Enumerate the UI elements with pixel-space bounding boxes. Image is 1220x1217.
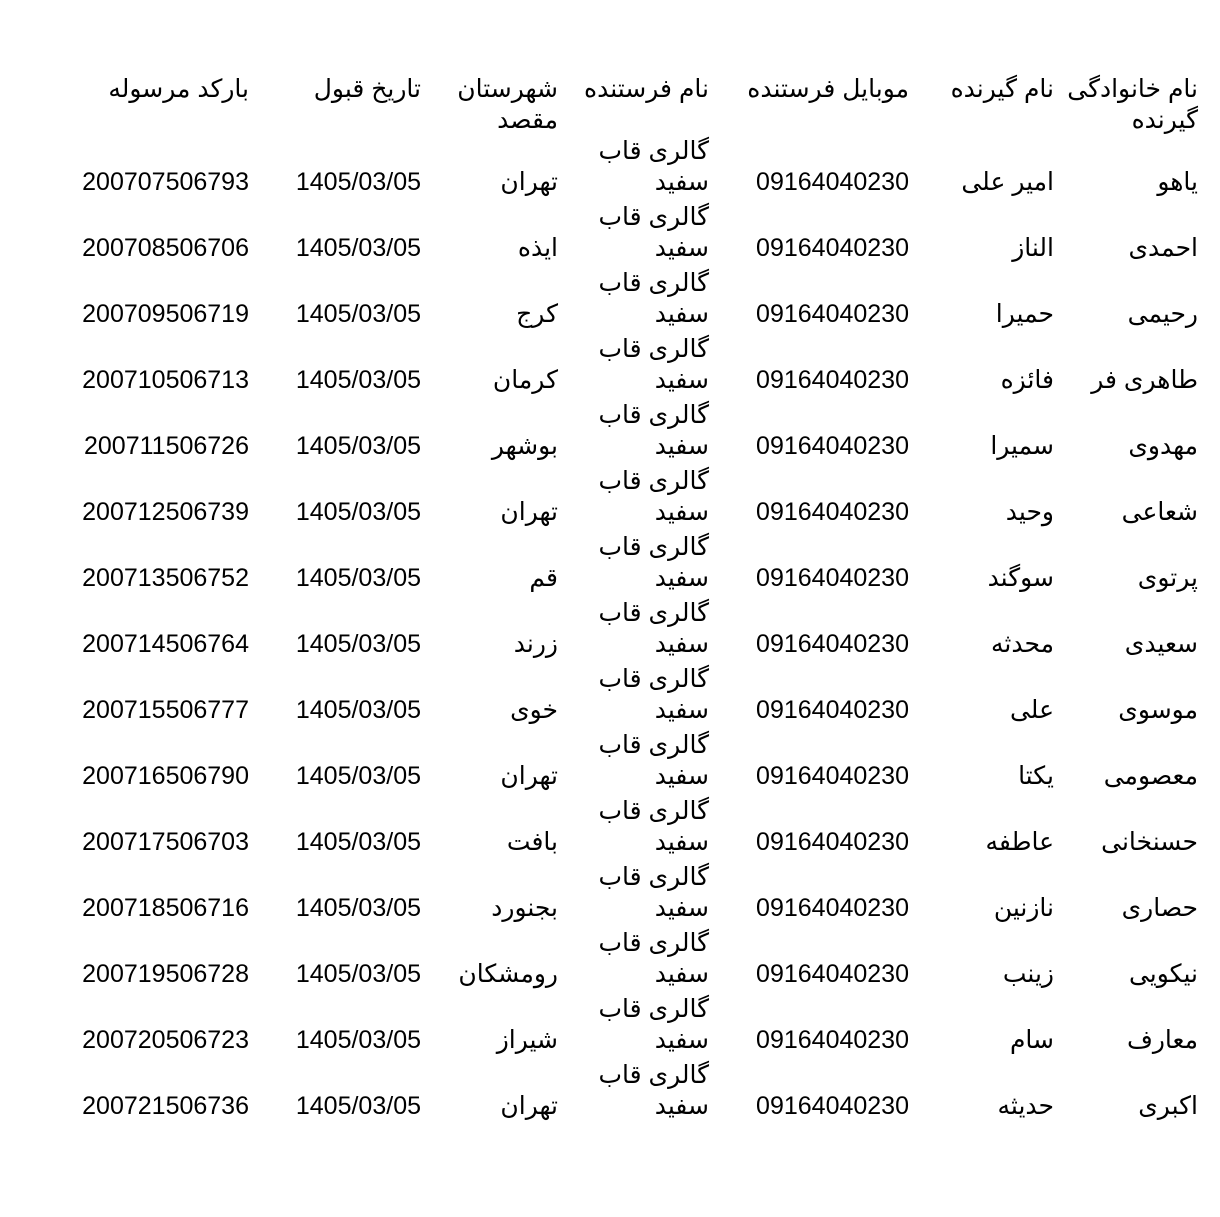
sender-name-cell: گالری قاب سفید <box>598 863 709 922</box>
recipient-family-cell: رحیمی <box>1127 300 1198 328</box>
parcel-barcode-cell: 200714506764 <box>82 630 249 658</box>
recipient-name-cell: علی <box>1009 696 1054 724</box>
acceptance-date-cell: 1405/03/05 <box>295 960 421 988</box>
recipient-name-cell: امیر علی <box>961 168 1054 196</box>
acceptance-date-cell: 1405/03/05 <box>295 1092 421 1120</box>
destination-city-cell: خوی <box>510 696 558 724</box>
destination-city-cell: شیراز <box>496 1026 558 1054</box>
recipient-family-cell: احمدی <box>1128 234 1198 262</box>
parcel-barcode-cell: 200720506723 <box>82 1026 249 1054</box>
acceptance-date-cell: 1405/03/05 <box>295 1026 421 1054</box>
sender-mobile-cell: 09164040230 <box>756 234 909 262</box>
parcel-barcode-cell: 200712506739 <box>82 498 249 526</box>
header-recipient-family: نام خانوادگی گیرنده <box>1067 75 1198 134</box>
parcel-barcode-cell: 200708506706 <box>82 234 249 262</box>
table-header-row <box>0 74 1220 136</box>
destination-city-cell: زرند <box>513 630 558 658</box>
destination-city-cell: تهران <box>500 498 558 526</box>
shipment-table <box>0 74 1220 1126</box>
recipient-family-cell: یاهو <box>1157 168 1198 196</box>
table-row <box>0 928 1220 994</box>
sender-name-cell: گالری قاب سفید <box>598 335 709 394</box>
recipient-family-cell: طاهری فر <box>1091 366 1198 394</box>
sender-mobile-cell: 09164040230 <box>756 696 909 724</box>
acceptance-date-cell: 1405/03/05 <box>295 234 421 262</box>
acceptance-date-cell: 1405/03/05 <box>295 300 421 328</box>
acceptance-date-cell: 1405/03/05 <box>295 762 421 790</box>
parcel-barcode-cell: 200718506716 <box>82 894 249 922</box>
acceptance-date-cell: 1405/03/05 <box>295 828 421 856</box>
sender-name-cell: گالری قاب سفید <box>598 731 709 790</box>
acceptance-date-cell: 1405/03/05 <box>295 696 421 724</box>
destination-city-cell: تهران <box>500 168 558 196</box>
table-row <box>0 796 1220 862</box>
header-acceptance-date: تاریخ قبول <box>313 75 421 103</box>
recipient-family-cell: مهدوی <box>1128 432 1198 460</box>
recipient-name-cell: زینب <box>1002 960 1054 988</box>
destination-city-cell: ایذه <box>517 234 558 262</box>
sender-name-cell: گالری قاب سفید <box>598 665 709 724</box>
sender-mobile-cell: 09164040230 <box>756 168 909 196</box>
recipient-family-cell: حسنخانی <box>1101 828 1198 856</box>
destination-city-cell: بافت <box>506 828 558 856</box>
acceptance-date-cell: 1405/03/05 <box>295 432 421 460</box>
recipient-name-cell: سام <box>1009 1026 1054 1054</box>
sender-name-cell: گالری قاب سفید <box>598 797 709 856</box>
table-row <box>0 334 1220 400</box>
table-row <box>0 202 1220 268</box>
table-body <box>0 136 1220 1126</box>
sender-name-cell: گالری قاب سفید <box>598 533 709 592</box>
sender-name-cell: گالری قاب سفید <box>598 929 709 988</box>
recipient-family-cell: سعیدی <box>1124 630 1198 658</box>
sender-mobile-cell: 09164040230 <box>756 762 909 790</box>
recipient-name-cell: حمیرا <box>995 300 1054 328</box>
table-row <box>0 994 1220 1060</box>
recipient-family-cell: موسوی <box>1118 696 1198 724</box>
table-row <box>0 532 1220 598</box>
sender-mobile-cell: 09164040230 <box>756 828 909 856</box>
parcel-barcode-cell: 200721506736 <box>82 1092 249 1120</box>
header-recipient-name: نام گیرنده <box>950 75 1054 103</box>
header-sender-mobile: موبایل فرستنده <box>747 75 909 103</box>
sender-mobile-cell: 09164040230 <box>756 894 909 922</box>
recipient-family-cell: پرتوی <box>1137 564 1198 592</box>
recipient-family-cell: معصومی <box>1103 762 1198 790</box>
acceptance-date-cell: 1405/03/05 <box>295 894 421 922</box>
recipient-name-cell: حدیثه <box>997 1092 1054 1120</box>
parcel-barcode-cell: 200710506713 <box>82 366 249 394</box>
parcel-barcode-cell: 200719506728 <box>82 960 249 988</box>
parcel-barcode-cell: 200713506752 <box>82 564 249 592</box>
table-row <box>0 400 1220 466</box>
sender-name-cell: گالری قاب سفید <box>598 137 709 196</box>
sender-mobile-cell: 09164040230 <box>756 498 909 526</box>
sender-name-cell: گالری قاب سفید <box>598 599 709 658</box>
header-parcel-barcode: بارکد مرسوله <box>108 75 249 103</box>
destination-city-cell: قم <box>529 564 558 592</box>
recipient-family-cell: حصاری <box>1121 894 1198 922</box>
sender-mobile-cell: 09164040230 <box>756 960 909 988</box>
destination-city-cell: کرمان <box>492 366 558 394</box>
acceptance-date-cell: 1405/03/05 <box>295 564 421 592</box>
sender-mobile-cell: 09164040230 <box>756 432 909 460</box>
parcel-barcode-cell: 200715506777 <box>82 696 249 724</box>
recipient-name-cell: محدثه <box>990 630 1054 658</box>
acceptance-date-cell: 1405/03/05 <box>295 168 421 196</box>
acceptance-date-cell: 1405/03/05 <box>295 366 421 394</box>
recipient-name-cell: یکتا <box>1018 762 1054 790</box>
parcel-barcode-cell: 200716506790 <box>82 762 249 790</box>
recipient-name-cell: نازنین <box>993 894 1054 922</box>
destination-city-cell: کرج <box>516 300 558 328</box>
recipient-family-cell: اکبری <box>1138 1092 1198 1120</box>
recipient-family-cell: شعاعی <box>1121 498 1198 526</box>
destination-city-cell: بوشهر <box>491 432 558 460</box>
sender-mobile-cell: 09164040230 <box>756 1092 909 1120</box>
destination-city-cell: تهران <box>500 1092 558 1120</box>
recipient-family-cell: نیکویی <box>1128 960 1198 988</box>
recipient-name-cell: سوگند <box>987 564 1054 592</box>
header-destination-city: شهرستان مقصد <box>457 75 558 134</box>
parcel-barcode-cell: 200717506703 <box>82 828 249 856</box>
recipient-family-cell: معارف <box>1126 1026 1198 1054</box>
sender-name-cell: گالری قاب سفید <box>598 1061 709 1120</box>
sender-mobile-cell: 09164040230 <box>756 564 909 592</box>
table-row <box>0 268 1220 334</box>
sender-mobile-cell: 09164040230 <box>756 366 909 394</box>
sender-name-cell: گالری قاب سفید <box>598 203 709 262</box>
acceptance-date-cell: 1405/03/05 <box>295 498 421 526</box>
parcel-barcode-cell: 200707506793 <box>82 168 249 196</box>
destination-city-cell: بجنورد <box>491 894 558 922</box>
sender-name-cell: گالری قاب سفید <box>598 467 709 526</box>
acceptance-date-cell: 1405/03/05 <box>295 630 421 658</box>
sender-name-cell: گالری قاب سفید <box>598 401 709 460</box>
table-row <box>0 136 1220 202</box>
recipient-name-cell: عاطفه <box>985 828 1054 856</box>
parcel-barcode-cell: 200711506726 <box>84 432 249 460</box>
destination-city-cell: تهران <box>500 762 558 790</box>
sender-name-cell: گالری قاب سفید <box>598 995 709 1054</box>
table-row <box>0 730 1220 796</box>
sender-name-cell: گالری قاب سفید <box>598 269 709 328</box>
recipient-name-cell: وحید <box>1005 498 1054 526</box>
destination-city-cell: رومشکان <box>458 960 558 988</box>
recipient-name-cell: سمیرا <box>990 432 1054 460</box>
table-row <box>0 466 1220 532</box>
table-row <box>0 862 1220 928</box>
table-row <box>0 664 1220 730</box>
table-row <box>0 1060 1220 1126</box>
sender-mobile-cell: 09164040230 <box>756 300 909 328</box>
table-row <box>0 598 1220 664</box>
parcel-barcode-cell: 200709506719 <box>82 300 249 328</box>
recipient-name-cell: الناز <box>1012 234 1054 262</box>
sender-mobile-cell: 09164040230 <box>756 1026 909 1054</box>
header-sender-name: نام فرستنده <box>584 75 709 103</box>
sender-mobile-cell: 09164040230 <box>756 630 909 658</box>
recipient-name-cell: فائزه <box>1000 366 1054 394</box>
